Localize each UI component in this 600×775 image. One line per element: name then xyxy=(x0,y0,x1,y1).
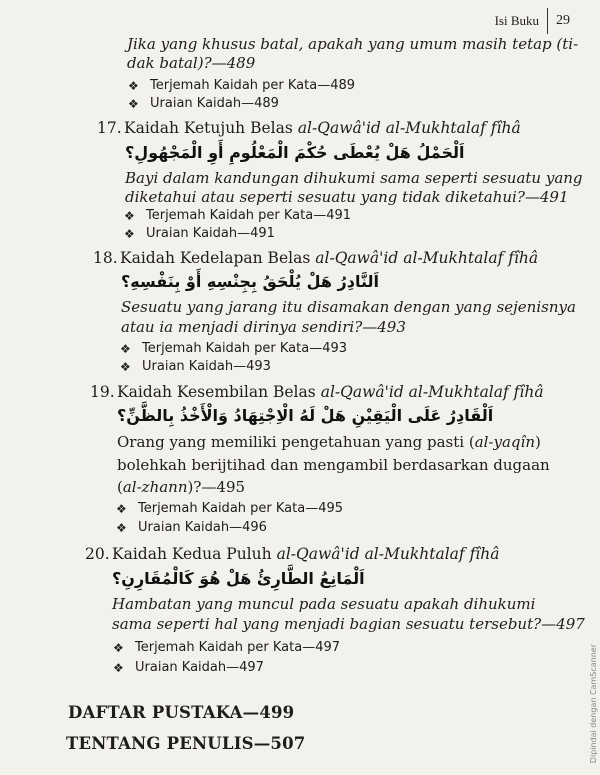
sub-item-label: Terjemah Kaidah per Kata—491 xyxy=(146,208,352,223)
desc-text: ( xyxy=(117,478,123,496)
back-matter-bibliography: DAFTAR PUSTAKA—499 xyxy=(68,703,295,722)
diamond-bullet-icon: ❖ xyxy=(113,661,124,675)
sub-item-label: Terjemah Kaidah per Kata—497 xyxy=(135,640,341,655)
section-title-text: Kaidah Ketujuh Belas xyxy=(124,119,293,137)
section-desc-line xyxy=(0,476,600,499)
section-number: 17. xyxy=(97,119,122,137)
list-item xyxy=(0,519,600,537)
list-item xyxy=(0,358,600,376)
running-header xyxy=(495,6,570,36)
back-matter-author: TENTANG PENULIS—507 xyxy=(66,734,306,753)
section-title-text: Kaidah Kedelapan Belas xyxy=(120,249,311,267)
list-item xyxy=(0,340,600,358)
section-desc-line: Hambatan yang muncul pada sesuatu apakah dihukumi xyxy=(112,595,536,613)
section-desc-line: Sesuatu yang jarang itu disamakan dengan yang sejenisnya xyxy=(121,298,576,316)
intro-line-2: dak batal)?—489 xyxy=(127,54,256,72)
sub-item-label: Terjemah Kaidah per Kata—495 xyxy=(138,501,344,516)
list-item xyxy=(0,225,600,243)
section-desc-line: Bayi dalam kandungan dihukumi sama seperti sesuatu yang xyxy=(125,169,583,187)
sub-item-label: Terjemah Kaidah per Kata—489 xyxy=(150,78,356,93)
section-title-italic: al-Qawâ'id al-Mukhtalaf fîhâ xyxy=(276,545,500,563)
section-number: 19. xyxy=(90,383,115,401)
section-title xyxy=(0,117,600,139)
diamond-bullet-icon: ❖ xyxy=(116,502,127,516)
sub-item-label: Uraian Kaidah—491 xyxy=(146,226,275,241)
list-item xyxy=(0,659,600,677)
header-title: Isi Buku xyxy=(495,8,548,34)
arabic-text: اَلْحَمْلُ هَلْ يُعْطَى حُكْمَ الْمَعْلُومِ أَوِ الْمَجْهُولِ؟ xyxy=(125,143,465,162)
list-item xyxy=(0,639,600,657)
section-title xyxy=(0,381,600,403)
diamond-bullet-icon: ❖ xyxy=(128,97,139,111)
section-desc-line: bolehkah berijtihad dan mengambil berdasarkan dugaan xyxy=(117,456,550,474)
section-title-italic: al-Qawâ'id al-Mukhtalaf fîhâ xyxy=(315,249,539,267)
arabic-text: اَلْمَانِعُ الطَّارِئُ هَلْ هُوَ كَالْمُقَارِنِ؟ xyxy=(112,569,365,588)
page-number: 29 xyxy=(556,13,570,28)
list-item xyxy=(0,77,600,95)
sub-item-label: Uraian Kaidah—497 xyxy=(135,660,264,675)
diamond-bullet-icon: ❖ xyxy=(116,521,127,535)
list-item xyxy=(0,500,600,518)
section-desc-line: sama seperti hal yang menjadi bagian sesuatu tersebut?—497 xyxy=(112,615,585,633)
intro-line-1: Jika yang khusus batal, apakah yang umum masih tetap (ti- xyxy=(127,35,579,53)
section-number: 20. xyxy=(85,545,110,563)
desc-text: )?—495 xyxy=(187,478,246,496)
arabic-text: اَلْقَادِرُ عَلَى الْيَقِيْنِ هَلْ لَهُ الْاِجْتِهَادُ وَالْأَخْذُ بِالظَّنِّ؟ xyxy=(117,406,494,425)
section-number: 18. xyxy=(93,249,118,267)
diamond-bullet-icon: ❖ xyxy=(113,641,124,655)
section-title-italic: al-Qawâ'id al-Mukhtalaf fîhâ xyxy=(297,119,521,137)
scanner-watermark: Dipindai dengan CamScanner xyxy=(589,643,598,763)
sub-item-label: Terjemah Kaidah per Kata—493 xyxy=(142,341,348,356)
desc-text: ) xyxy=(534,433,541,451)
diamond-bullet-icon: ❖ xyxy=(128,79,139,93)
section-title xyxy=(0,543,600,565)
sub-item-label: Uraian Kaidah—493 xyxy=(142,359,271,374)
diamond-bullet-icon: ❖ xyxy=(124,227,135,241)
sub-item-label: Uraian Kaidah—489 xyxy=(150,96,279,111)
section-title-text: Kaidah Kesembilan Belas xyxy=(117,383,316,401)
list-item xyxy=(0,95,600,113)
section-title-text: Kaidah Kedua Puluh xyxy=(112,545,272,563)
diamond-bullet-icon: ❖ xyxy=(124,209,135,223)
section-desc-line: atau ia menjadi dirinya sendiri?—493 xyxy=(121,318,406,336)
desc-italic-term: al-yaqîn xyxy=(474,433,535,451)
diamond-bullet-icon: ❖ xyxy=(120,342,131,356)
section-title xyxy=(0,247,600,269)
section-title-italic: al-Qawâ'id al-Mukhtalaf fîhâ xyxy=(320,383,544,401)
list-item xyxy=(0,207,600,225)
diamond-bullet-icon: ❖ xyxy=(120,360,131,374)
section-desc-line: diketahui atau seperti sesuatu yang tidak diketahui?—491 xyxy=(125,188,569,206)
desc-text: Orang yang memiliki pengetahuan yang pasti ( xyxy=(117,433,475,451)
sub-item-label: Uraian Kaidah—496 xyxy=(138,520,267,535)
desc-italic-term: al-zhann xyxy=(122,478,188,496)
arabic-text: اَلنَّادِرُ هَلْ يُلْحَقُ بِجِنْسِهِ أَوْ بِنَفْسِهِ؟ xyxy=(121,272,379,291)
section-desc-line xyxy=(0,431,600,454)
